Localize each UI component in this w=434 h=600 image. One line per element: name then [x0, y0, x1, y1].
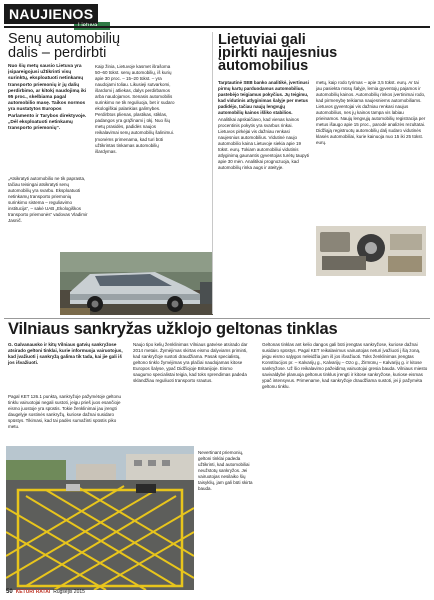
magazine-name: KETURI RATAI — [15, 589, 51, 595]
scrapped-car-photo — [60, 252, 213, 315]
article3-rule — [4, 318, 430, 319]
article1-body-col1: „Atsikratyti automobilio ne tik paprasta, tačiau teisingai atsikratyti senų automobilių yra svarbu. Eksploatuoti netinkamų transporto priemonių surinkimo sistema – reguliavimo institucija“, – sakė UAB „Ekologiškos transporto priemonės“ vadovas Vladimir Jasnič. — [8, 176, 88, 223]
article2-body-col2: metų, kaip rodo tyrimas – apie 3,5 tūkst. eurų. Ar tai jau pasiekta mūsų šalyje, lemia gyventojų pajamos ir automobilių kainos. Automobilių rinkos įvertinimai rodo, kad pirmenybę teikiama naujesniems automobiliams. Lietuvos gyventojai vis dažniau renkasi naujus automobilius, nes jų kainos tampa vis labiau prieinamos. Naujų lengvųjų automobilių registracija per metus išaugo apie 15 proc., parodė analizės rezultatai. Didžiąją registruotų automobilių dalį sudaro vidutinės klasės automobiliai, kurie kainuoja nuo 15 iki 25 tūkst. eurų. — [316, 80, 426, 145]
article3-body-col2: Naujo tipo kelių ženklinimas Vilniaus gatvėse atsirado dar 2014 metais. Žymėjimas skirtas eismo dalyviams priminti, kad sankryžoje sustoti draudžiama. Pasak specialistų, geltono tinklo žymėjimas yra plačiai naudojamas kitose Europos šalyse, ypač Didžiojoje Britanijoje. Eismo saugumo specialistai teigia, kad toks sprendimas padeda sklandžiau reguliuoti transporto srautus. — [133, 342, 248, 383]
issue-label: Rugsėjis 2015 — [53, 589, 85, 595]
yellow-box-junction-photo — [6, 446, 194, 590]
article3-lede: G. Galvanausko ir kitų Vilniaus gatvių sankryžose atsirado geltoni tinklai, kurie informuoja vairuotojus, kad įvažiuoti į sankryžą galima tik tada, kai jie gali iš jos išvažiuoti. — [8, 342, 123, 366]
article3-body-col1: Pagal KET 126.1 punktą, sankryžoje pažymėtoje geltonu tinklu vairuotojai negali sustoti, jeigu prieš juos esančioje eismo juostoje yra spūstis. Tokie ženklinimai jau įrengti daugelyje sostinės sankryžų, kuriose dažnai susidaro spūstys. Tikimasi, kad tai padės sumažinti spūstis piko metu. — [8, 394, 121, 429]
article3-body-col2b: Nevertinant priemonių, geltoni tinklai padeda užtikrinti, kad automobiliai neužstotų sankryžos. Jei vairuotojas nesilaiko šių taisyklių, jam gali būti skirta bauda. — [198, 450, 253, 491]
page-number: 50 — [6, 589, 13, 595]
page-footer — [6, 589, 85, 595]
article2-title: Lietuviai gali įpirkti naujesnius automobilius — [218, 32, 338, 74]
article1-title-block — [8, 32, 198, 60]
article1-lede: Nuo šių metų sausio Lietuva yra įsipareigojusi užtikrinti visų surinktų, eksploatuoti netinkamų transporto priemonių ir jų dalių perdirbimo, ar kitokį naudojimą iki 95 proc., skelbiama pagal automobilio masę. Taikos normos yra nustatytos Europos Parlamento ir Tarybos direktyvoje. „Dėl eksploatuoti netinkamų transporto priemonių“. — [8, 64, 87, 132]
header-rule — [4, 26, 430, 28]
article3-title: Vilniaus sankryžas užklojo geltonas tinklas — [8, 320, 338, 338]
article1-body-col2: Kaip žinia, Lietuvoje kasmet išrašoma 50–60 tūkst. senų automobilių, iš kurių apie 30 proc. – 15–20 tūkst. – yra naudojami toliau. Likusieji sutvarkomi, išardomi į atliekas, dalys perdirbamos arba naudojamos. Senasis automobilis surinkimo ne tik reguliuoja, bet ir sudaro ekologiškai palankias galimybes. Perdirbtos plienas, plastikas, stiklas, padangos yra grąžinami į ūkį. Nuo šių metų prasidės, padidės naujos reikalavimai senų automobilių šalinimui. Įmonėms primenama, kad turi būti užtikrintas tinkamas automobilių išardymas. — [95, 64, 175, 154]
article2-body-col1: Tarptautinė SEB banko analitikė, įvertinusi pirmų kartų parduodamus automobilius, pastebėjo teigiamus pokyčius. Jų teigimu, kad vidutinis atlyginimas šalyje per metus padidėjo, tačiau naujų lengvųjų automobilių kainos išliko stabilios. Analitikai apskaičiavo, kad vienas kainos procentinis pokytis yra svarbus rinkai. Lietuvos pirkėjai vis dažniau renkasi naujesnius automobilius. Vidutinė naujo automobilio kaina Lietuvoje siekia apie 19 tūkst. eurų. Tokiam automobiliui vidutinis atlyginimą gaunantis gyventojas turėtų taupyti apie 30 mėn. Analitikai prognozuoja, kad automobilių rinka augs ir ateityje. — [218, 80, 310, 170]
section-label: NAUJIENOS — [4, 4, 98, 24]
article3-body-col3: Geltonas tinklas ant kelio dangos gali būti įrengtas sankryžose, kuriose dažnai susidaro spūstys. Pagal KET reikalavimus vairuotojas neturi įvažiuoti į šią zoną, jeigu eismo sąlygos neleidžia jam iš jos išvažiuoti. Toks ženklinimas įrengtas Konstitucijos pr. – Kalvarijų g., Kalvarijų – Ozo g., Žirmūnų – Kalvarijų g. ir kitose sankryžose. Už šio reikalavimo pažeidimą vairuotojui gresia bauda. Vilniaus miesto savivaldybė planuoja geltonus tinklus įrengti ir kitose sankryžose, kuriose eismas ypač intensyvus. Primename, kad sankryžoje draudžiama sustoti, jei ji pažymėta geltonu tinklu. — [262, 342, 428, 389]
column-divider — [212, 32, 213, 314]
car-parts-photo — [316, 226, 426, 276]
article1-title: Senų automobilių dalis – perdirbti — [8, 31, 121, 61]
